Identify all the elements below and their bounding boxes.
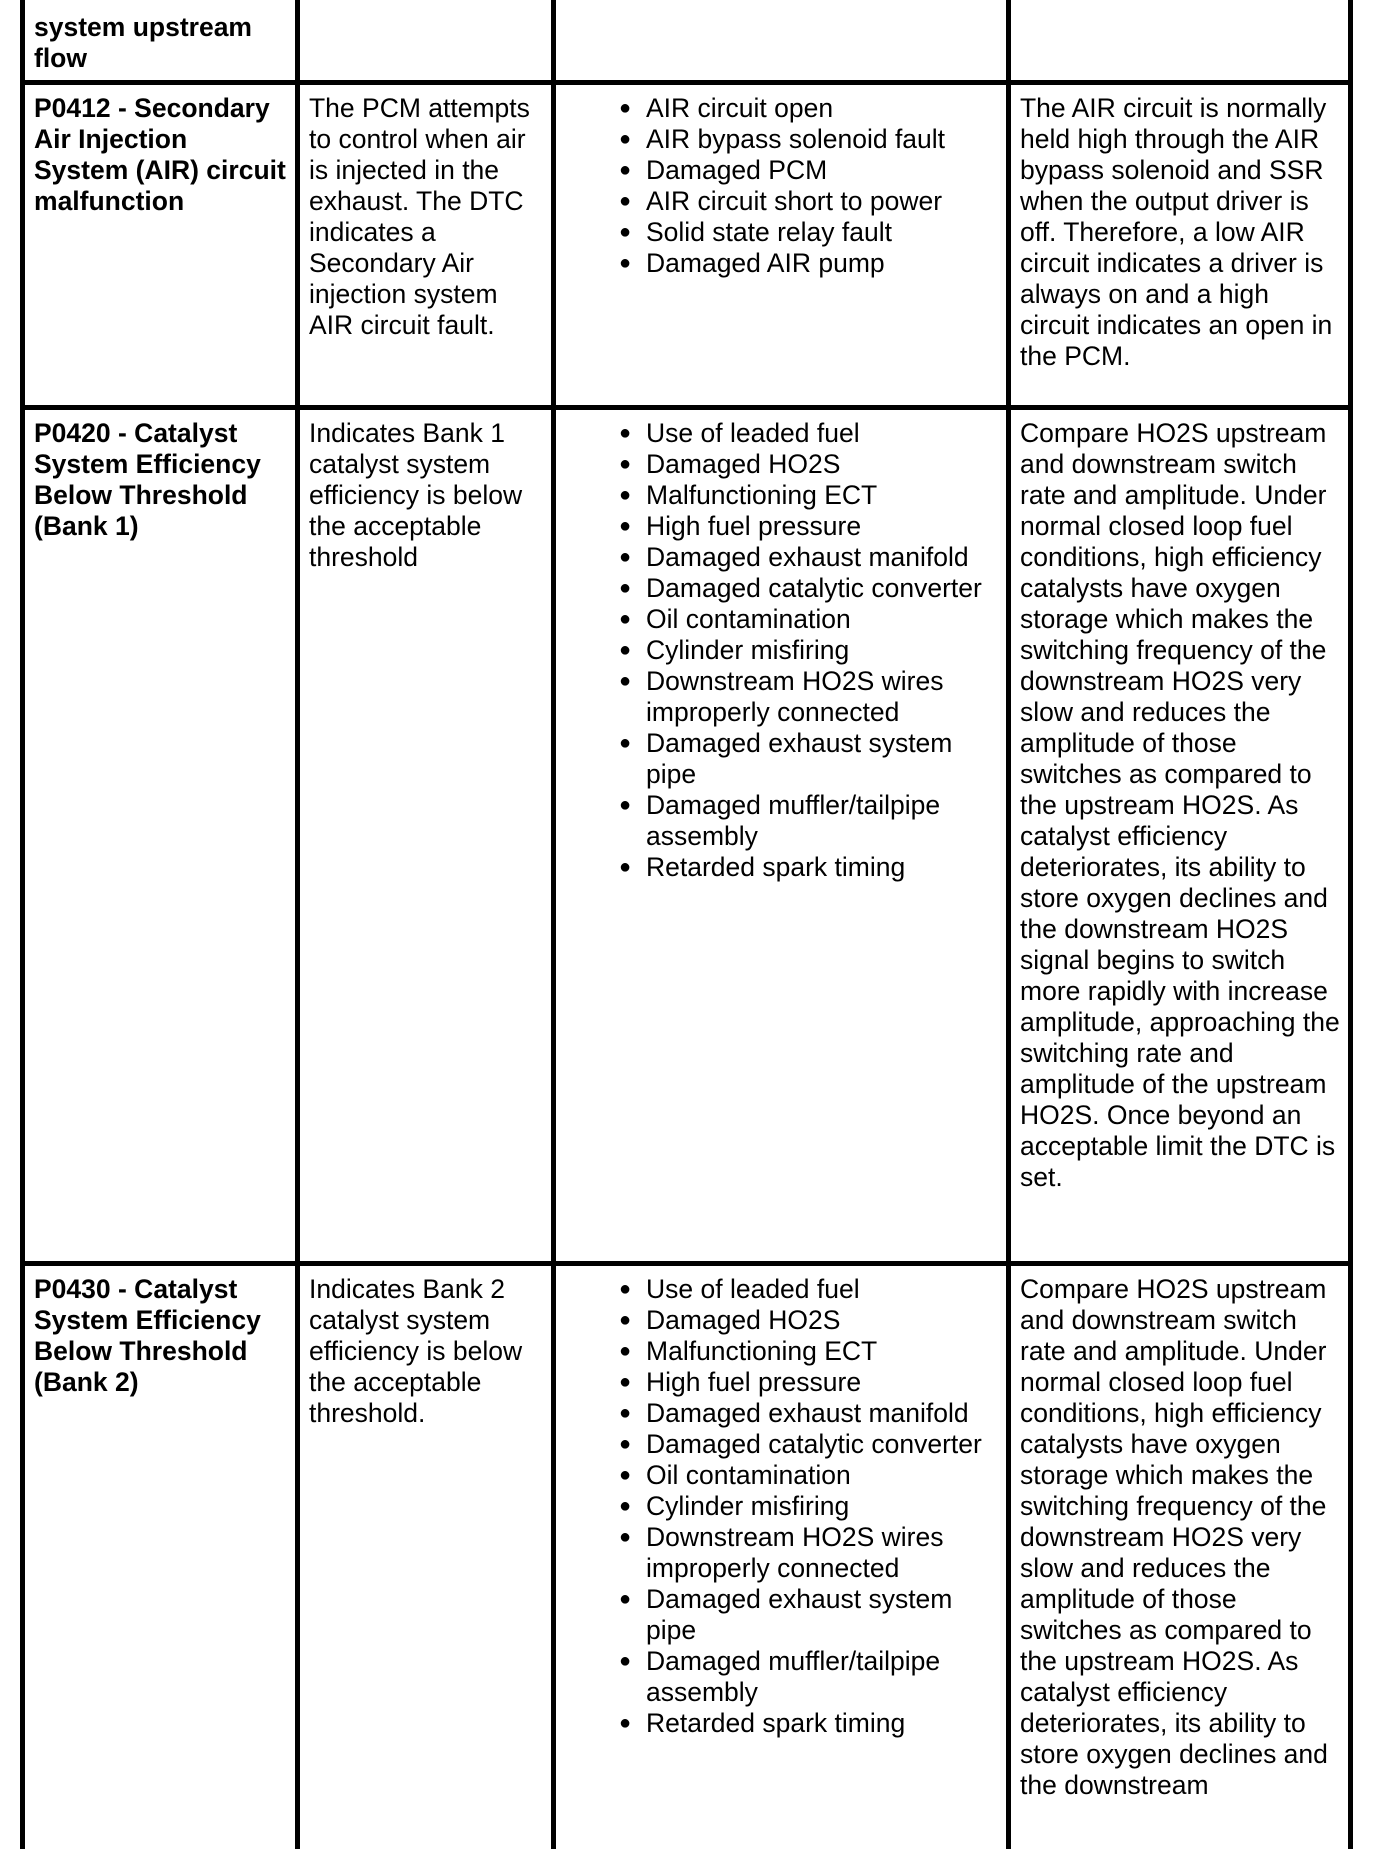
list-item: ● Damaged exhaust system pipe: [619, 1584, 953, 1645]
bullet-icon: ●: [619, 221, 632, 243]
dtc-causes-cell: [554, 408, 1009, 1264]
dtc-table: [20, 0, 1353, 1849]
list-item: ● High fuel pressure: [619, 1367, 862, 1397]
list-item: ● Downstream HO2S wires improperly connected: [619, 666, 944, 727]
table-row: [23, 1264, 1351, 1849]
list-item: ● High fuel pressure: [619, 511, 862, 541]
bullet-icon: ●: [619, 856, 632, 878]
dtc-notes-cell: Compare HO2S upstream and downstream switch rate and amplitude. Under normal closed loop fuel conditions, high efficiency catalysts have oxygen storage which makes the switching frequency of the downstream HO2S very slow and reduces the amplitude of those switches as compared to the upstream HO2S. As catalyst efficiency deteriorates, its ability to store oxygen declines and the downstream: [1009, 1264, 1351, 1849]
bullet-icon: ●: [619, 1526, 632, 1548]
list-item: ● Oil contamination: [619, 604, 851, 634]
list-item: ● Cylinder misfiring: [619, 635, 850, 665]
cause-list: [556, 1274, 998, 1739]
list-item: ● AIR bypass solenoid fault: [619, 124, 946, 154]
bullet-icon: ●: [619, 1371, 632, 1393]
list-item: ● Damaged exhaust manifold: [619, 1398, 969, 1428]
list-item: ● Damaged catalytic converter: [619, 1429, 982, 1459]
bullet-icon: ●: [619, 1495, 632, 1517]
dtc-description-cell: The PCM attempts to control when air is injected in the exhaust. The DTC indicates a Secondary Air injection system AIR circuit fault.: [298, 83, 554, 408]
bullet-icon: ●: [619, 422, 632, 444]
bullet-icon: ●: [619, 1433, 632, 1455]
bullet-icon: ●: [619, 128, 632, 150]
list-item: ● Damaged catalytic converter: [619, 573, 982, 603]
cause-list: [556, 418, 998, 883]
bullet-icon: ●: [619, 190, 632, 212]
bullet-icon: ●: [619, 1278, 632, 1300]
dtc-notes-cell: [1009, 0, 1351, 83]
dtc-code-cell: P0412 - Secondary Air Injection System (AIR) circuit malfunction: [23, 83, 298, 408]
bullet-icon: ●: [619, 546, 632, 568]
bullet-icon: ●: [619, 97, 632, 119]
bullet-icon: ●: [619, 515, 632, 537]
dtc-description-cell: Indicates Bank 1 catalyst system efficiency is below the acceptable threshold: [298, 408, 554, 1264]
bullet-icon: ●: [619, 1588, 632, 1610]
list-item: ● Malfunctioning ECT: [619, 1336, 878, 1366]
list-item: ● AIR circuit short to power: [619, 186, 943, 216]
list-item: ● Oil contamination: [619, 1460, 851, 1490]
list-item: ● Damaged exhaust manifold: [619, 542, 969, 572]
dtc-notes-cell: The AIR circuit is normally held high through the AIR bypass solenoid and SSR when the output driver is off. Therefore, a low AIR circuit indicates a driver is always on and a high circuit indicates an open in the PCM.: [1009, 83, 1351, 408]
bullet-icon: ●: [619, 453, 632, 475]
dtc-causes-cell: [554, 0, 1009, 83]
dtc-causes-cell: [554, 1264, 1009, 1849]
bullet-icon: ●: [619, 608, 632, 630]
list-item: ● Damaged AIR pump: [619, 248, 885, 278]
list-item: ● Solid state relay fault: [619, 217, 892, 247]
bullet-icon: ●: [619, 639, 632, 661]
bullet-icon: ●: [619, 484, 632, 506]
dtc-causes-cell: [554, 83, 1009, 408]
bullet-icon: ●: [619, 1650, 632, 1672]
bullet-icon: ●: [619, 1402, 632, 1424]
dtc-notes-cell: Compare HO2S upstream and downstream switch rate and amplitude. Under normal closed loop fuel conditions, high efficiency catalysts have oxygen storage which makes the switching frequency of the downstream HO2S very slow and reduces the amplitude of those switches as compared to the upstream HO2S. As catalyst efficiency deteriorates, its ability to store oxygen declines and the downstream HO2S signal begins to switch more rapidly with increase amplitude, approaching the switching rate and amplitude of the upstream HO2S. Once beyond an acceptable limit the DTC is set.: [1009, 408, 1351, 1264]
list-item: ● Malfunctioning ECT: [619, 480, 878, 510]
dtc-code-cell: P0430 - Catalyst System Efficiency Below Threshold (Bank 2): [23, 1264, 298, 1849]
list-item: ● Cylinder misfiring: [619, 1491, 850, 1521]
list-item: ● Damaged muffler/tailpipe assembly: [619, 1646, 941, 1707]
list-item: ● Retarded spark timing: [619, 852, 906, 882]
dtc-code-cell: system upstream flow: [23, 0, 298, 83]
bullet-icon: ●: [619, 577, 632, 599]
list-item: ● Downstream HO2S wires improperly connected: [619, 1522, 944, 1583]
table-row: [23, 83, 1351, 408]
bullet-icon: ●: [619, 732, 632, 754]
list-item: ● Damaged muffler/tailpipe assembly: [619, 790, 941, 851]
list-item: ● Damaged HO2S: [619, 1305, 841, 1335]
dtc-description-cell: Indicates Bank 2 catalyst system efficiency is below the acceptable threshold.: [298, 1264, 554, 1849]
dtc-description-cell: [298, 0, 554, 83]
bullet-icon: ●: [619, 670, 632, 692]
bullet-icon: ●: [619, 1712, 632, 1734]
list-item: ● Damaged exhaust system pipe: [619, 728, 953, 789]
list-item: ● AIR circuit open: [619, 93, 834, 123]
cause-list: [556, 93, 998, 279]
bullet-icon: ●: [619, 252, 632, 274]
bullet-icon: ●: [619, 1464, 632, 1486]
list-item: ● Use of leaded fuel: [619, 418, 860, 448]
list-item: ● Damaged HO2S: [619, 449, 841, 479]
bullet-icon: ●: [619, 159, 632, 181]
table-row: [23, 408, 1351, 1264]
dtc-code-cell: P0420 - Catalyst System Efficiency Below Threshold (Bank 1): [23, 408, 298, 1264]
list-item: ● Retarded spark timing: [619, 1708, 906, 1738]
list-item: ● Use of leaded fuel: [619, 1274, 860, 1304]
bullet-icon: ●: [619, 794, 632, 816]
bullet-icon: ●: [619, 1340, 632, 1362]
bullet-icon: ●: [619, 1309, 632, 1331]
table-row: [23, 0, 1351, 83]
list-item: ● Damaged PCM: [619, 155, 828, 185]
